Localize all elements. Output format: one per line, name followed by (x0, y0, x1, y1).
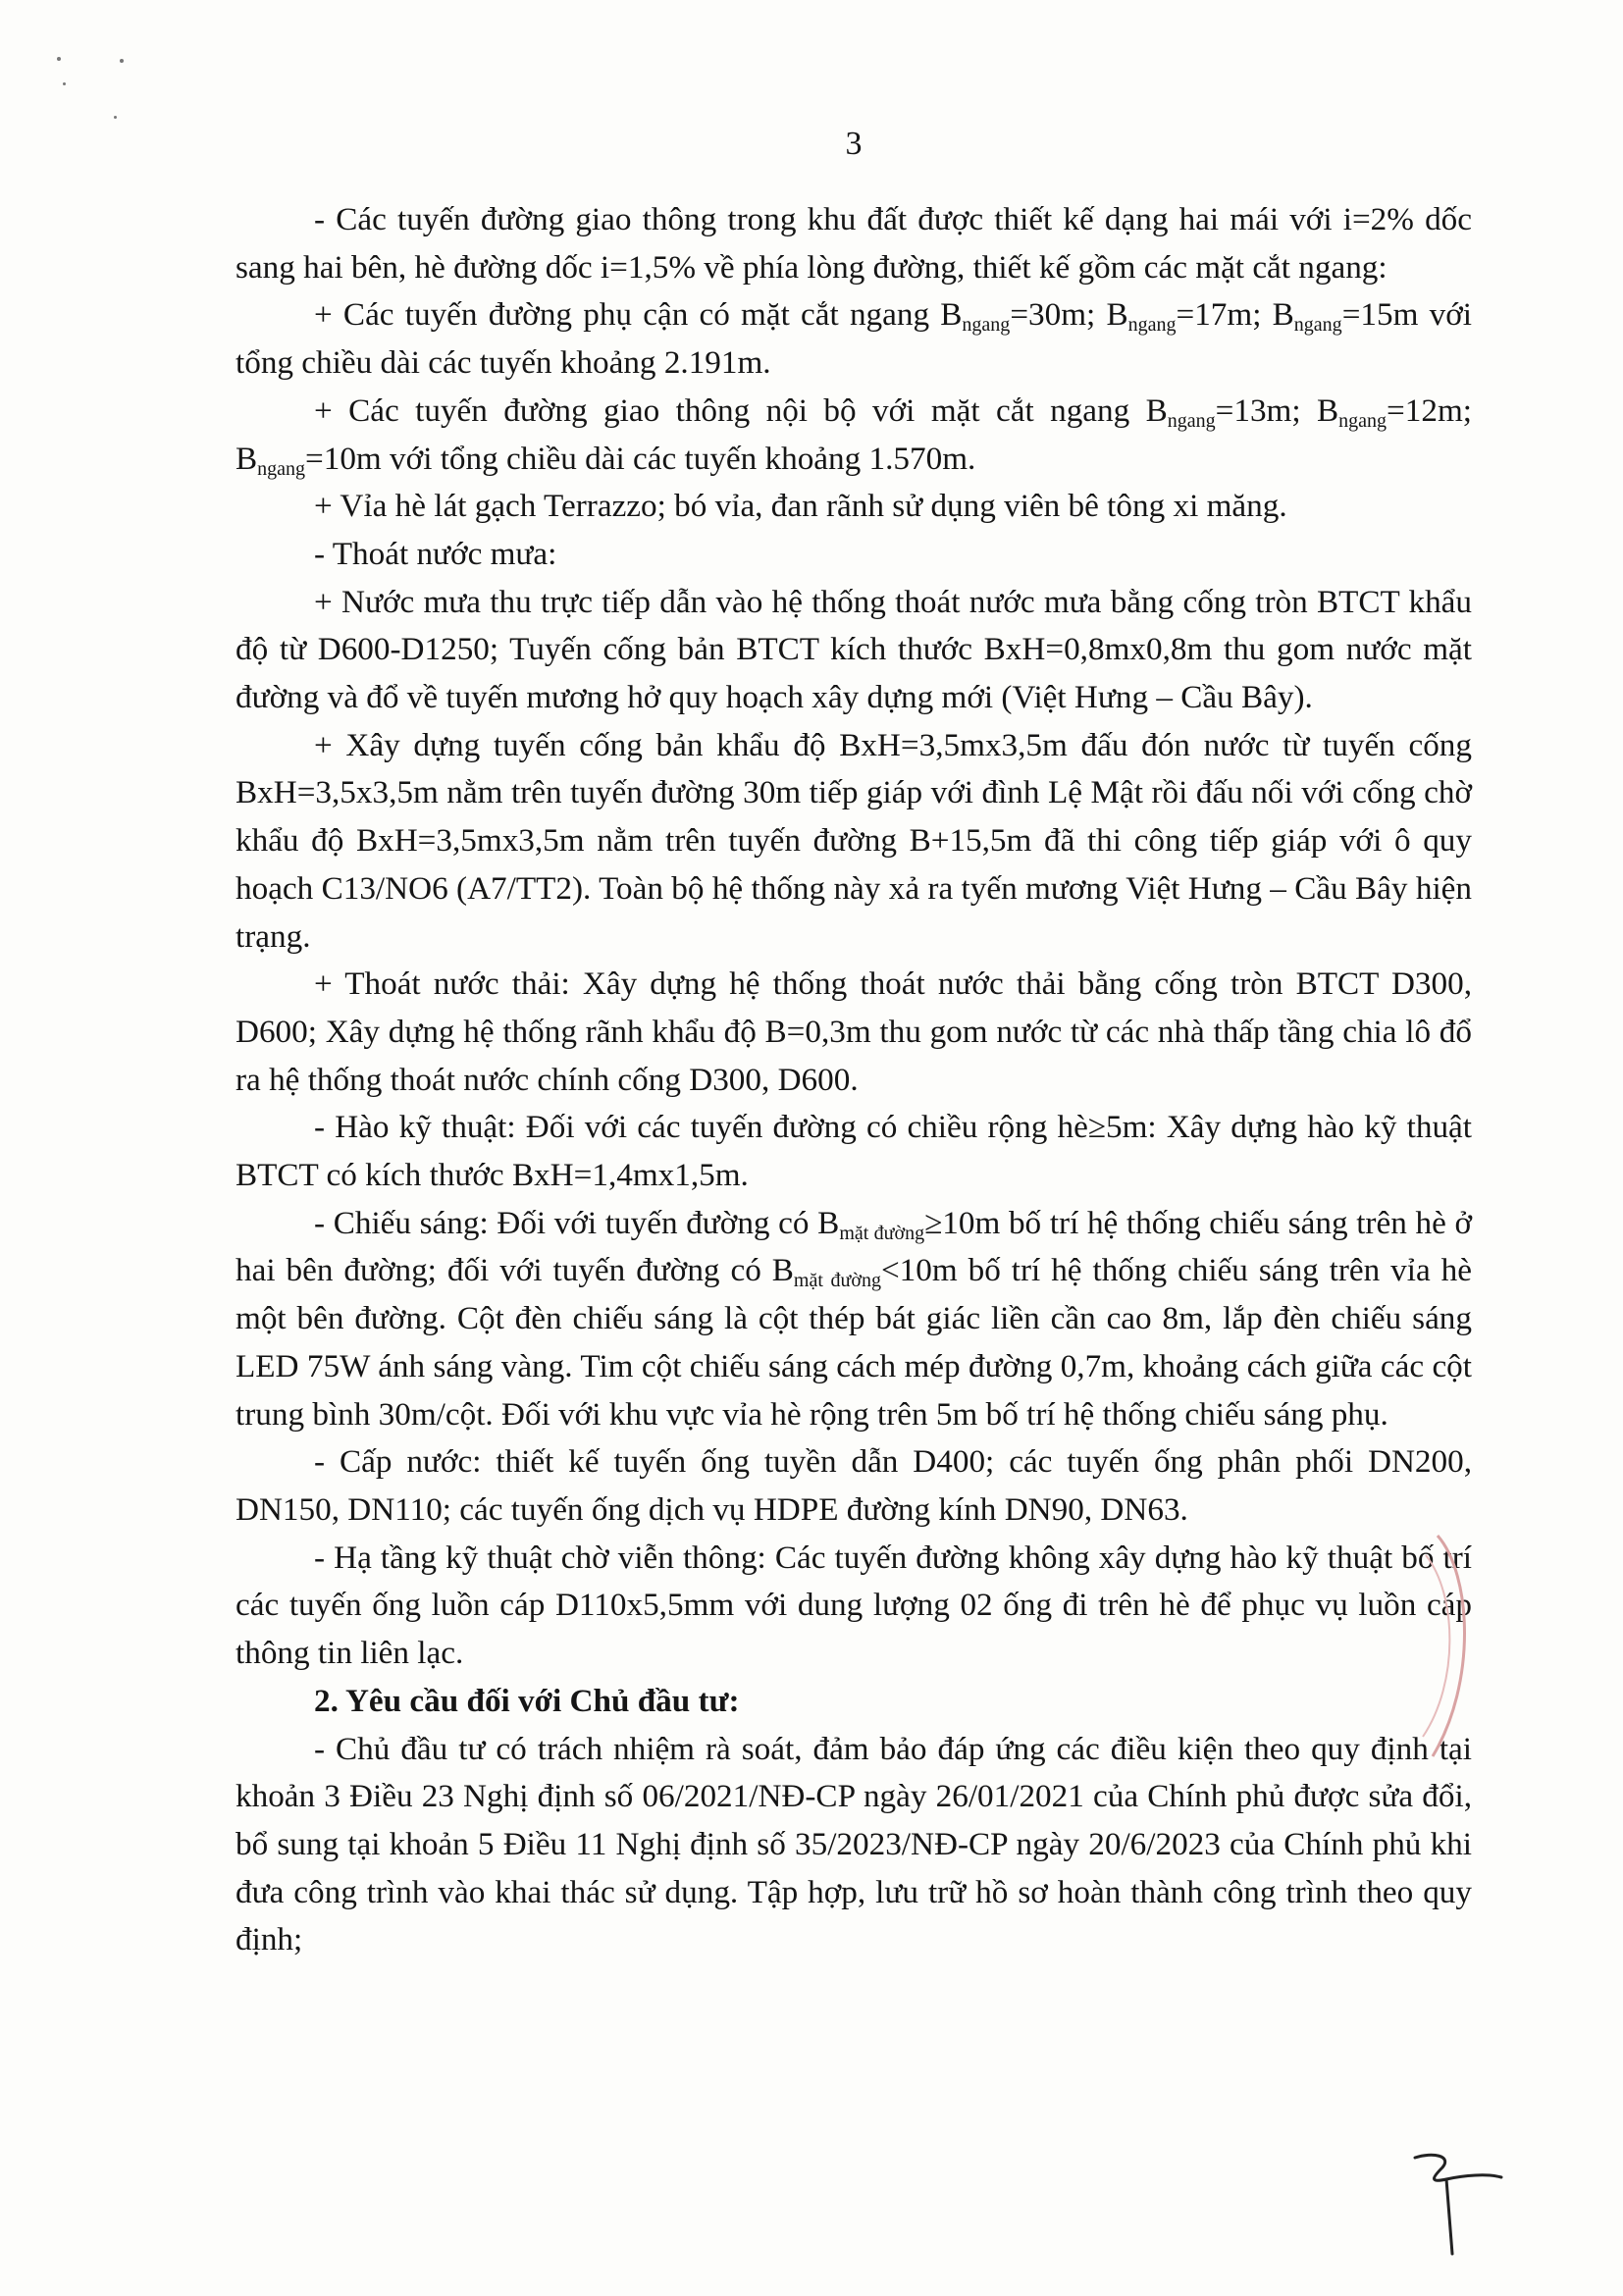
text-run: =13m; B (1215, 391, 1339, 429)
text-run: <10m bố trí hệ thống chiếu sáng trên vỉa hè một bên đường. Cột đèn chiếu sáng là cột thép bát giác liền cần cao 8m, lắp đèn chiếu sáng LED 75W ánh sáng vàng. Tim cột chiếu sáng cách mép đường 0,7m, khoảng cách giữa các cột trung bình 30m/cột. Đối với khu vực vỉa hè rộng trên 5m bố trí hệ thống chiếu sáng phụ. (236, 1252, 1472, 1433)
paragraph-wastewater: + Thoát nước thải: Xây dựng hệ thống thoát nước thải bằng cống tròn BTCT D300, D600; Xây dựng hệ thống rãnh khẩu độ B=0,3m thu gom nước từ các nhà thấp tầng chia lô đổ ra hệ thống thoát nước chính cống D300, D600. (236, 965, 1472, 1098)
subscript: mặt đường (839, 1222, 925, 1244)
subscript: ngang (1293, 314, 1342, 337)
text-run: =12m; B (236, 391, 1472, 477)
text-run: =17m; B (1176, 296, 1294, 334)
paragraph-adjacent-roads (236, 291, 1472, 387)
text-run: =10m với tổng chiều dài các tuyến khoảng 1.570m. (305, 440, 976, 477)
document-body (236, 196, 1472, 1964)
paragraph-rainwater-collection: + Nước mưa thu trực tiếp dẫn vào hệ thống thoát nước mưa bằng cống tròn BTCT khẩu độ từ D600-D1250; Tuyến cống bản BTCT kích thước BxH=0,8mx0,8m thu gom nước mặt đường và đổ về tuyến mương hở quy hoạch xây dựng mới (Việt Hưng – Cầu Bây). (236, 583, 1472, 716)
text-run: =15m với tổng chiều dài các tuyến khoảng 2.191m. (236, 296, 1472, 382)
page-number: 3 (845, 126, 863, 162)
paragraph-road-design: - Các tuyến đường giao thông trong khu đất được thiết kế dạng hai mái với i=2% dốc sang hai bên, hè đường dốc i=1,5% về phía lòng đường, thiết kế gồm các mặt cắt ngang: (236, 201, 1472, 286)
text-run: + Các tuyến đường giao thông nội bộ với mặt cắt ngang B (314, 391, 1168, 429)
subscript: mặt đường (793, 1270, 881, 1292)
paragraph-investor-duties: - Chủ đầu tư có trách nhiệm rà soát, đảm bảo đáp ứng các điều kiện theo quy định tại khoản 3 Điều 23 Nghị định số 06/2021/NĐ-CP ngày 26/01/2021 của Chính phủ được sửa đổi, bổ sung tại khoản 5 Điều 11 Nghị định số 35/2023/NĐ-CP ngày 20/6/2023 của Chính phủ khi đưa công trình vào khai thác sử dụng. Tập hợp, lưu trữ hồ sơ hoàn thành công trình theo quy định; (236, 1730, 1472, 1958)
red-stamp-fragment (1418, 1526, 1487, 1761)
text-run: + Các tuyến đường phụ cận có mặt cắt ngang B (314, 296, 963, 334)
paragraph-telecom: - Hạ tầng kỹ thuật chờ viễn thông: Các tuyến đường không xây dựng hào kỹ thuật bố trí các tuyến ống luồn cáp D110x5,5mm với dung lượng 02 ống đi trên hè để phục vụ luồn cáp thông tin liên lạc. (236, 1539, 1472, 1672)
subscript: ngang (1167, 409, 1216, 432)
scan-speck (114, 116, 117, 119)
paragraph-water-supply: - Cấp nước: thiết kế tuyến ống tuyền dẫn D400; các tuyến ống phân phối DN200, DN150, DN110; các tuyến ống dịch vụ HDPE đường kính DN90, DN63. (236, 1443, 1472, 1528)
subscript: ngang (1338, 409, 1387, 432)
subscript: ngang (257, 457, 306, 480)
scan-speck (57, 57, 61, 61)
scan-speck (63, 82, 66, 85)
scan-speck (120, 59, 124, 63)
paragraph-sidewalk: + Vỉa hè lát gạch Terrazzo; bó vỉa, đan rãnh sử dụng viên bê tông xi măng. (314, 488, 1287, 525)
text-run: ≥10m bố trí hệ thống chiếu sáng trên hè ở hai bên đường; đối với tuyến đường có B (236, 1204, 1473, 1289)
paragraph-rainwater-heading: - Thoát nước mưa: (314, 535, 557, 572)
section-heading: 2. Yêu cầu đối với Chủ đầu tư: (314, 1682, 740, 1719)
paragraph-lighting (236, 1200, 1472, 1439)
text-run: - Chiếu sáng: Đối với tuyến đường có B (314, 1204, 840, 1241)
paragraph-technical-trench: - Hào kỹ thuật: Đối với các tuyến đường có chiều rộng hè≥5m: Xây dựng hào kỹ thuật BTCT có kích thước BxH=1,4mx1,5m. (236, 1109, 1472, 1194)
subscript: ngang (962, 314, 1011, 337)
text-run: =30m; B (1010, 296, 1128, 334)
paragraph-internal-roads (236, 388, 1472, 483)
subscript: ngang (1127, 314, 1177, 337)
paragraph-box-culvert: + Xây dựng tuyến cống bản khẩu độ BxH=3,5mx3,5m đấu đón nước từ tuyến cống BxH=3,5x3,5m nằm trên tuyến đường 30m tiếp giáp với đình Lệ Mật rồi đấu nối với cống chờ khẩu độ BxH=3,5mx3,5m nằm trên tuyến đường B+15,5m đã thi công tiếp giáp với ô quy hoạch C13/NO6 (A7/TT2). Toàn bộ hệ thống này xả ra tyến mương Việt Hưng – Cầu Bây hiện trạng. (236, 726, 1472, 955)
handwritten-initial (1403, 2144, 1511, 2262)
